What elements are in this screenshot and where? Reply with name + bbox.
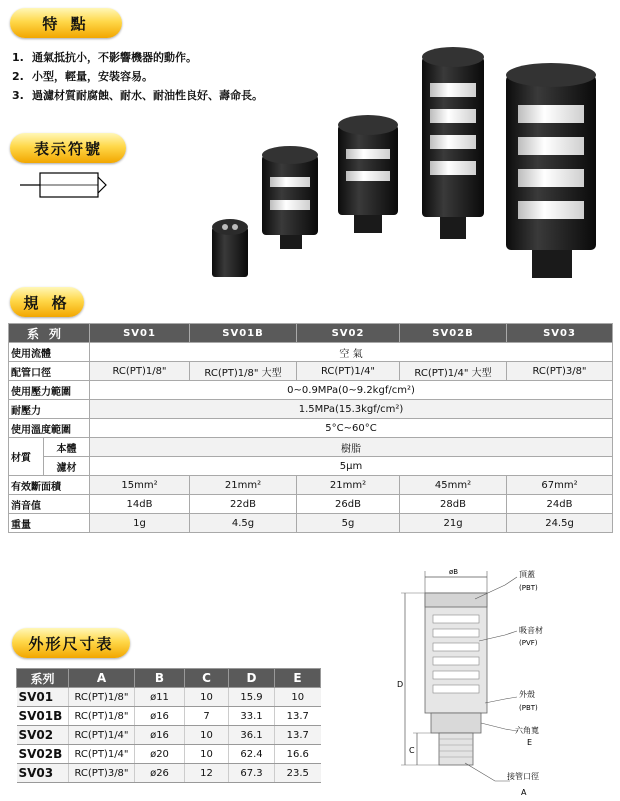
spec-row-filter: 濾材 5μm bbox=[9, 457, 613, 476]
features-heading: 特 點 bbox=[10, 8, 122, 38]
spec-row-pressure: 使用壓力範圍 0~0.9MPa(0~9.2kgf/cm²) bbox=[9, 381, 613, 400]
spec-model-header: SV01 bbox=[90, 324, 190, 343]
feature-item: 2. 小型，輕量，安裝容易。 bbox=[12, 70, 153, 83]
spec-row-area: 有效斷面積 15mm² 21mm² 21mm² 45mm² 67mm² bbox=[9, 476, 613, 495]
sv02-product bbox=[338, 115, 398, 233]
label-shell-material: (PBT) bbox=[519, 704, 538, 712]
feature-item: 3. 過濾材質耐腐蝕、耐水、耐油性良好、壽命長。 bbox=[12, 89, 263, 102]
spec-row-port: 配管口徑 RC(PT)1/8" RC(PT)1/8" 大型 RC(PT)1/4" RC(PT)1/4" 大型 RC(PT)3/8" bbox=[9, 362, 613, 381]
label-port: 接管口徑 bbox=[507, 772, 539, 781]
sv02b-product bbox=[422, 47, 484, 239]
label-hex-e: E bbox=[527, 738, 533, 747]
dim-c-label: C bbox=[409, 746, 415, 755]
spec-model-header: SV02 bbox=[297, 324, 400, 343]
feature-item: 1. 通氣抵抗小，不影響機器的動作。 bbox=[12, 51, 197, 64]
dimension-drawing bbox=[395, 563, 610, 798]
dim-b-label: øB bbox=[449, 568, 459, 576]
spec-row-proof: 耐壓力 1.5MPa(15.3kgf/cm²) bbox=[9, 400, 613, 419]
label-shell: 外殼 bbox=[519, 690, 535, 699]
spec-heading: 規 格 bbox=[10, 287, 84, 317]
spec-row-fluid: 使用流體 空 氣 bbox=[9, 343, 613, 362]
dim-d-label: D bbox=[397, 680, 404, 689]
spec-series-header: 系列 bbox=[9, 324, 90, 343]
spec-model-header: SV03 bbox=[507, 324, 613, 343]
dimension-table bbox=[16, 668, 321, 783]
sv03-product bbox=[506, 63, 596, 278]
symbol-heading: 表示符號 bbox=[10, 133, 126, 163]
label-cap: 頂蓋 bbox=[519, 570, 535, 579]
label-silencer: 吸音材 bbox=[519, 626, 543, 635]
sv01-product bbox=[212, 219, 248, 277]
product-photo bbox=[200, 45, 610, 285]
spec-model-header: SV02B bbox=[400, 324, 507, 343]
table-row: SV01B RC(PT)1/8" ø16 7 33.1 13.7 bbox=[17, 707, 321, 726]
silencer-symbol bbox=[20, 165, 110, 205]
label-silencer-material: (PVF) bbox=[519, 639, 538, 647]
spec-header-row bbox=[9, 324, 613, 343]
label-hex: 六角寬 bbox=[515, 726, 539, 735]
spec-table bbox=[8, 323, 613, 533]
dimension-header-row: 系列 A B C D E bbox=[17, 669, 321, 688]
dimensions-heading: 外形尺寸表 bbox=[12, 628, 130, 658]
spec-row-noise: 消音值 14dB 22dB 26dB 28dB 24dB bbox=[9, 495, 613, 514]
table-row: SV03 RC(PT)3/8" ø26 12 67.3 23.5 bbox=[17, 764, 321, 783]
label-port-a: A bbox=[521, 788, 527, 797]
spec-row-weight: 重量 1g 4.5g 5g 21g 24.5g bbox=[9, 514, 613, 533]
table-row: SV02B RC(PT)1/4" ø20 10 62.4 16.6 bbox=[17, 745, 321, 764]
spec-model-header: SV01B bbox=[190, 324, 297, 343]
spec-row-temp: 使用溫度範圍 5°C~60°C bbox=[9, 419, 613, 438]
label-cap-material: (PBT) bbox=[519, 584, 538, 592]
spec-row-body: 材質 本體 樹脂 bbox=[9, 438, 613, 457]
sv01b-product bbox=[262, 146, 318, 249]
table-row: SV02 RC(PT)1/4" ø16 10 36.1 13.7 bbox=[17, 726, 321, 745]
table-row: SV01 RC(PT)1/8" ø11 10 15.9 10 bbox=[17, 688, 321, 707]
